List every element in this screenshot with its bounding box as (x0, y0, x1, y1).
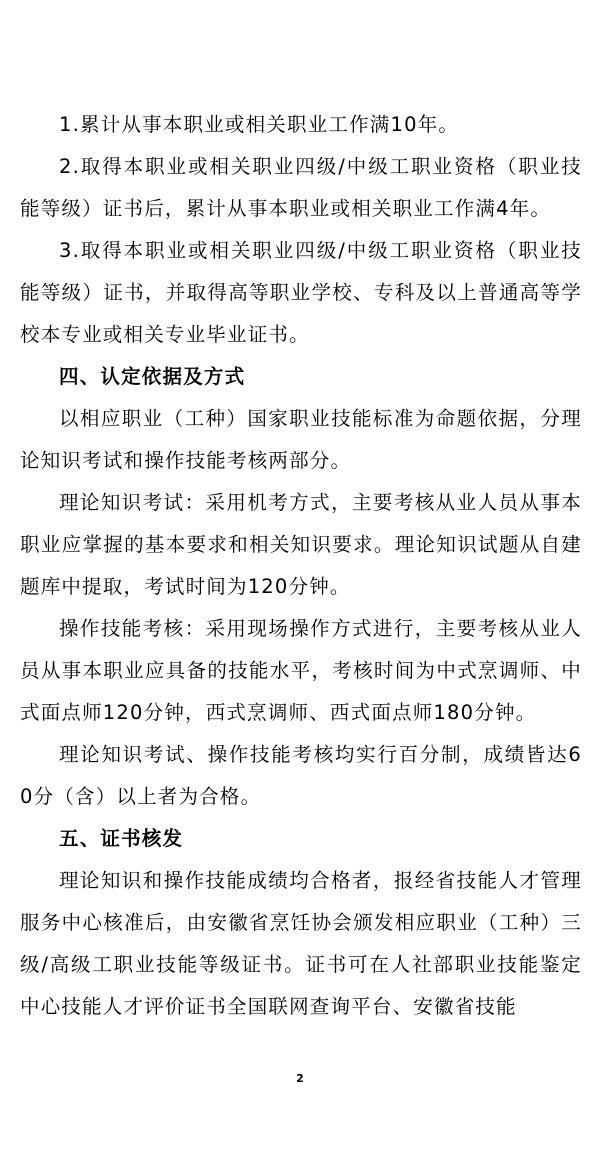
assessment-basis-paragraph: 以相应职业（工种）国家职业技能标准为命题依据，分理论知识考试和操作技能考核两部分。 (20, 407, 582, 472)
condition-3-paragraph: 3.取得本职业或相关职业四级/中级工职业资格（职业技能等级）证书，并取得高等职业学校、专科及以上普通高等学校本专业或相关专业毕业证书。 (20, 239, 582, 346)
document-body (20, 104, 582, 1028)
condition-1-paragraph: 1.累计从事本职业或相关职业工作满10年。 (59, 113, 460, 136)
section-5-heading: 五、证书核发 (59, 827, 184, 850)
page-number: 2 (296, 1072, 304, 1085)
passing-criteria-paragraph: 理论知识考试、操作技能考核均实行百分制，成绩皆达60分（含）以上者为合格。 (20, 743, 582, 808)
theory-exam-paragraph: 理论知识考试：采用机考方式，主要考核从业人员从事本职业应掌握的基本要求和相关知识要求。理论知识试题从自建题库中提取，考试时间为120分钟。 (20, 491, 582, 598)
skill-assessment-paragraph: 操作技能考核：采用现场操作方式进行，主要考核从业人员从事本职业应具备的技能水平，考核时间为中式烹调师、中式面点师120分钟，西式烹调师、西式面点师180分钟。 (20, 617, 582, 724)
section-4-heading: 四、认定依据及方式 (59, 365, 246, 388)
condition-2-paragraph: 2.取得本职业或相关职业四级/中级工职业资格（职业技能等级）证书后，累计从事本职业或相关职业工作满4年。 (20, 155, 582, 220)
certificate-issuance-paragraph: 理论知识和操作技能成绩均合格者，报经省技能人才管理服务中心核准后，由安徽省烹饪协会颁发相应职业（工种）三级/高级工职业技能等级证书。证书可在人社部职业技能鉴定中心技能人才评价证书全国联网查询平台、安徽省技能 (20, 869, 582, 1018)
